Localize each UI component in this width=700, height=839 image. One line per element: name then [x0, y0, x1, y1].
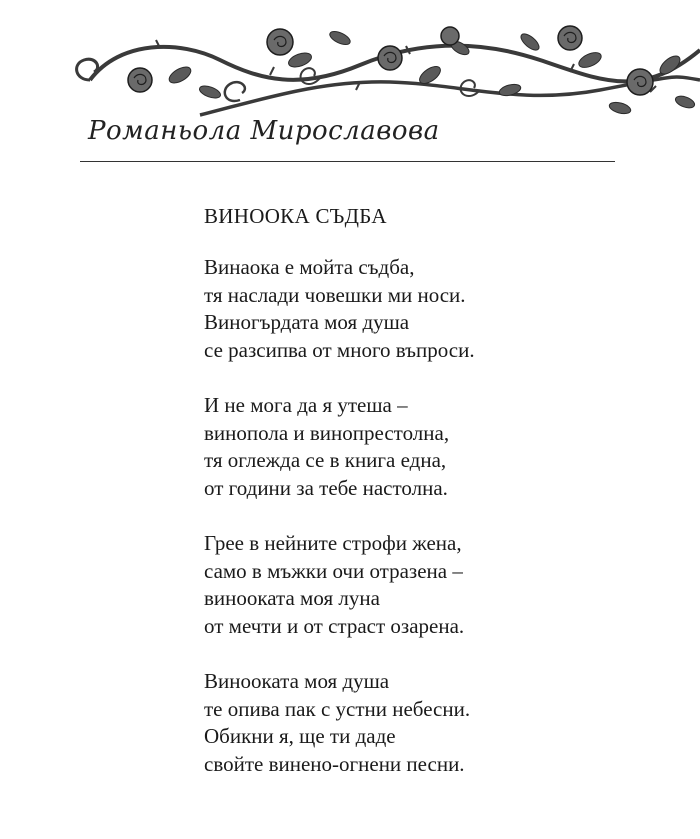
poem-line: Обикни я, ще ти даде: [204, 724, 396, 748]
poem-line: тя наслади човешки ми носи.: [204, 282, 466, 307]
stanza-3: [204, 530, 684, 640]
author-name: Романьола Мирославова: [88, 116, 440, 146]
stanza-4: [204, 668, 684, 778]
poem-line: И не мога да я утеша –: [204, 393, 408, 417]
poem-line: само в мъжки очи отразена –: [204, 558, 463, 583]
poem-line: се разсипва от много въпроси.: [204, 337, 475, 362]
stanza-2: [204, 392, 684, 502]
poem-line: свойте винено-огнени песни.: [204, 751, 465, 776]
poem-line: Винооката моя душа: [204, 669, 390, 693]
poem-line: тя оглежда се в книга една,: [204, 448, 447, 472]
poem-line: Винаока е мойта съдба,: [204, 255, 415, 279]
poem-line: от мечти и от страст озарена.: [204, 613, 465, 638]
stanza-1: [204, 254, 684, 364]
poem-line: винопола и винопрестолна,: [204, 420, 450, 445]
author-divider: [80, 161, 615, 162]
poem-line: те опива пак с устни небесни.: [204, 696, 471, 721]
rose-vine-ornament-icon: [60, 20, 700, 120]
poem-title: ВИНООКА СЪДБА: [204, 204, 387, 228]
poem: [204, 203, 684, 806]
poem-line: Грее в нейните строфи жена,: [204, 531, 462, 555]
poem-line: от години за тебе настолна.: [204, 475, 448, 500]
poem-line: винооката моя луна: [204, 586, 380, 610]
poem-line: Виногърдата моя душа: [204, 310, 410, 334]
